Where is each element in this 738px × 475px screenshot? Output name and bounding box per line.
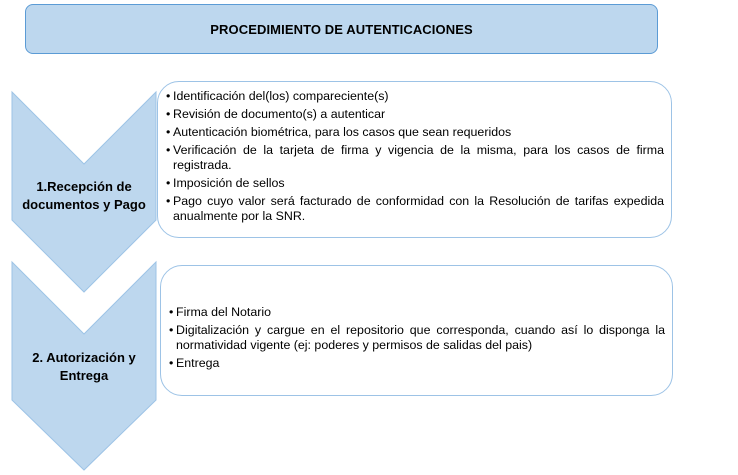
list-item: • Digitalización y cargue en el repositorio que corresponda, cuando así lo disponga la normatividad vigente (ej: poderes y permisos de salidas del pais) [169,323,665,353]
list-item: • Pago cuyo valor será facturado de conformidad con la Resolución de tarifas expedida anualmente por la SNR. [166,194,664,224]
step-2-label: 2. Autorización y Entrega [32,350,136,383]
list-item: • Identificación del(los) compareciente(s) [166,89,664,104]
list-item: • Autenticación biométrica, para los casos que sean requeridos [166,125,664,140]
diagram-title: PROCEDIMIENTO DE AUTENTICACIONES [25,4,658,54]
list-item: • Imposición de sellos [166,176,664,191]
step-1-details-box [157,81,672,238]
step-2-bullet-list [169,305,665,371]
step-2-details-box [160,265,673,396]
step-1-bullet-list [166,89,664,224]
list-item: • Revisión de documento(s) a autenticar [166,107,664,122]
list-item: • Firma del Notario [169,305,665,320]
step-1-label: 1.Recepción de documentos y Pago [22,179,146,212]
list-item: • Entrega [169,356,665,371]
list-item: • Verificación de la tarjeta de firma y vigencia de la misma, para los casos de firma registrada. [166,143,664,173]
